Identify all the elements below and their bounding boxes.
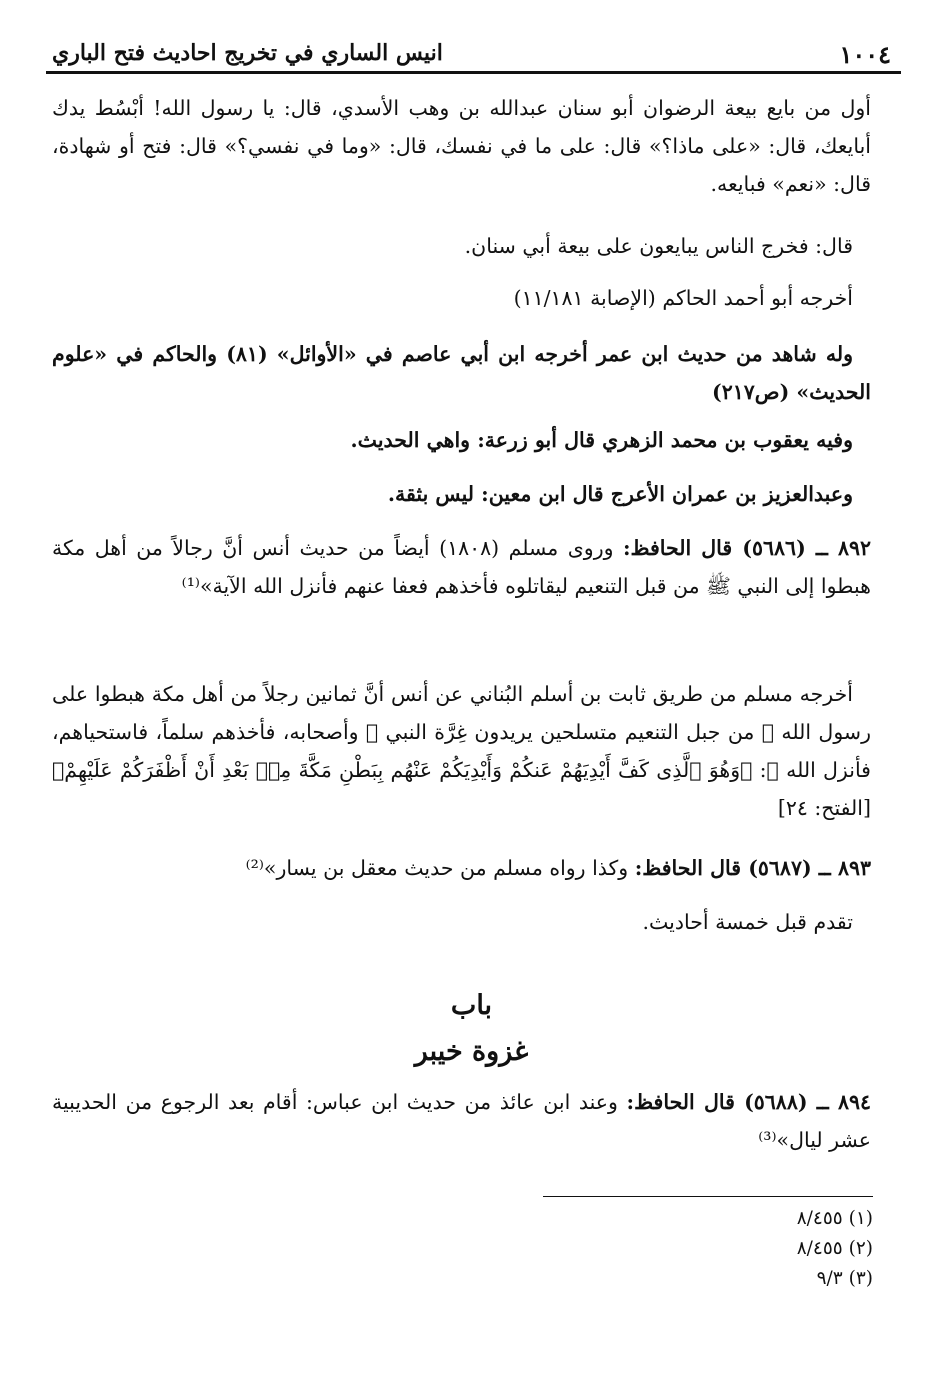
paragraph-text: تقدم قبل خمسة أحاديث. <box>642 910 853 934</box>
entry-text: وعند ابن عائذ من حديث ابن عباس: أقام بعد الرجوع من الحديبية عشر ليال»⁽³⁾ <box>52 1090 871 1152</box>
paragraph-text: وفيه يعقوب بن محمد الزهري قال أبو زرعة: واهي الحديث. <box>350 428 853 452</box>
paragraph-people-went-out <box>52 228 871 266</box>
entry-893 <box>52 850 871 888</box>
paragraph-text: وله شاهد من حديث ابن عمر أخرجه ابن أبي عاصم في «الأوائل» (٨١) والحاكم في «علوم الحديث» (ص٢١٧) <box>52 342 871 404</box>
page-header <box>46 34 901 74</box>
paragraph-bayah <box>52 90 871 204</box>
paragraph-text: أول من بايع بيعة الرضوان أبو سنان عبدالله بن وهب الأسدي، قال: يا رسول الله! أبْسُط يدك أبايعك، قال: «على ماذا؟» قال: على ما في نفسك، قال: «وما في نفسي؟» قال: فتح أو شهادة، قال: «نعم» فبايعه. <box>52 96 871 196</box>
section-heading-bab: باب <box>450 990 493 1021</box>
footnote-separator <box>543 1196 873 1197</box>
paragraph-muslim-thabit <box>52 676 871 828</box>
header-rule <box>46 71 901 74</box>
paragraph-takhrij-hakim <box>52 280 871 318</box>
footnote-1: (١) ٨/٤٥٥ <box>796 1208 873 1229</box>
entry-894 <box>52 1084 871 1160</box>
entry-892 <box>52 530 871 606</box>
entry-text: وكذا رواه مسلم من حديث معقل بن يسار»⁽²⁾ <box>245 856 629 880</box>
entry-text: وروى مسلم (١٨٠٨) أيضاً من حديث أنس أنَّ رجالاً من أهل مكة هبطوا إلى النبي ﷺ من قبل التنعيم ليقاتلوه فأخذهم فعفا عنهم فأنزل الله الآية»⁽¹⁾ <box>52 536 871 598</box>
footnote-3: (٣) ٩/٣ <box>816 1268 873 1289</box>
paragraph-text: أخرجه مسلم من طريق ثابت بن أسلم البُناني عن أنس أنَّ ثمانين رجلاً من أهل مكة هبطوا على رسول الله ﷺ من جبل التنعيم متسلحين يريدون غِرَّة النبي ﷺ وأصحابه، فأخذهم سلماً، فاستحياهم، فأنزل الله ﷻ: ﴿وَهُوَ ٱلَّذِى كَفَّ أَيْدِيَهُمْ عَنكُمْ وَأَيْدِيَكُمْ عَنْهُم بِبَطْنِ مَكَّةَ مِنۢ بَعْدِ أَنْ أَظْفَرَكُمْ عَلَيْهِمْ﴾ [الفتح: ٢٤] <box>52 682 871 820</box>
paragraph-taqaddam <box>52 904 871 942</box>
paragraph-shahid <box>52 336 871 412</box>
entry-label: ٨٩٣ ــ (٥٦٨٧) قال الحافظ: <box>634 856 871 880</box>
book-title: انيس الساري في تخريج احاديث فتح الباري <box>52 40 443 66</box>
section-heading-khaybar: غزوة خيبر <box>414 1036 529 1067</box>
paragraph-yaqub <box>52 422 871 460</box>
footnote-2: (٢) ٨/٤٥٥ <box>796 1238 873 1259</box>
entry-label: ٨٩٤ ــ (٥٦٨٨) قال الحافظ: <box>626 1090 871 1114</box>
paragraph-text: قال: فخرج الناس يبايعون على بيعة أبي سنان. <box>464 234 853 258</box>
entry-label: ٨٩٢ ــ (٥٦٨٦) قال الحافظ: <box>622 536 871 560</box>
paragraph-text: وعبدالعزيز بن عمران الأعرج قال ابن معين: ليس بثقة. <box>387 482 853 506</box>
paragraph-abdulaziz <box>52 476 871 514</box>
paragraph-text: أخرجه أبو أحمد الحاكم (الإصابة ١١/١٨١) <box>513 286 853 310</box>
page-number: ١٠٠٤ <box>839 40 891 69</box>
